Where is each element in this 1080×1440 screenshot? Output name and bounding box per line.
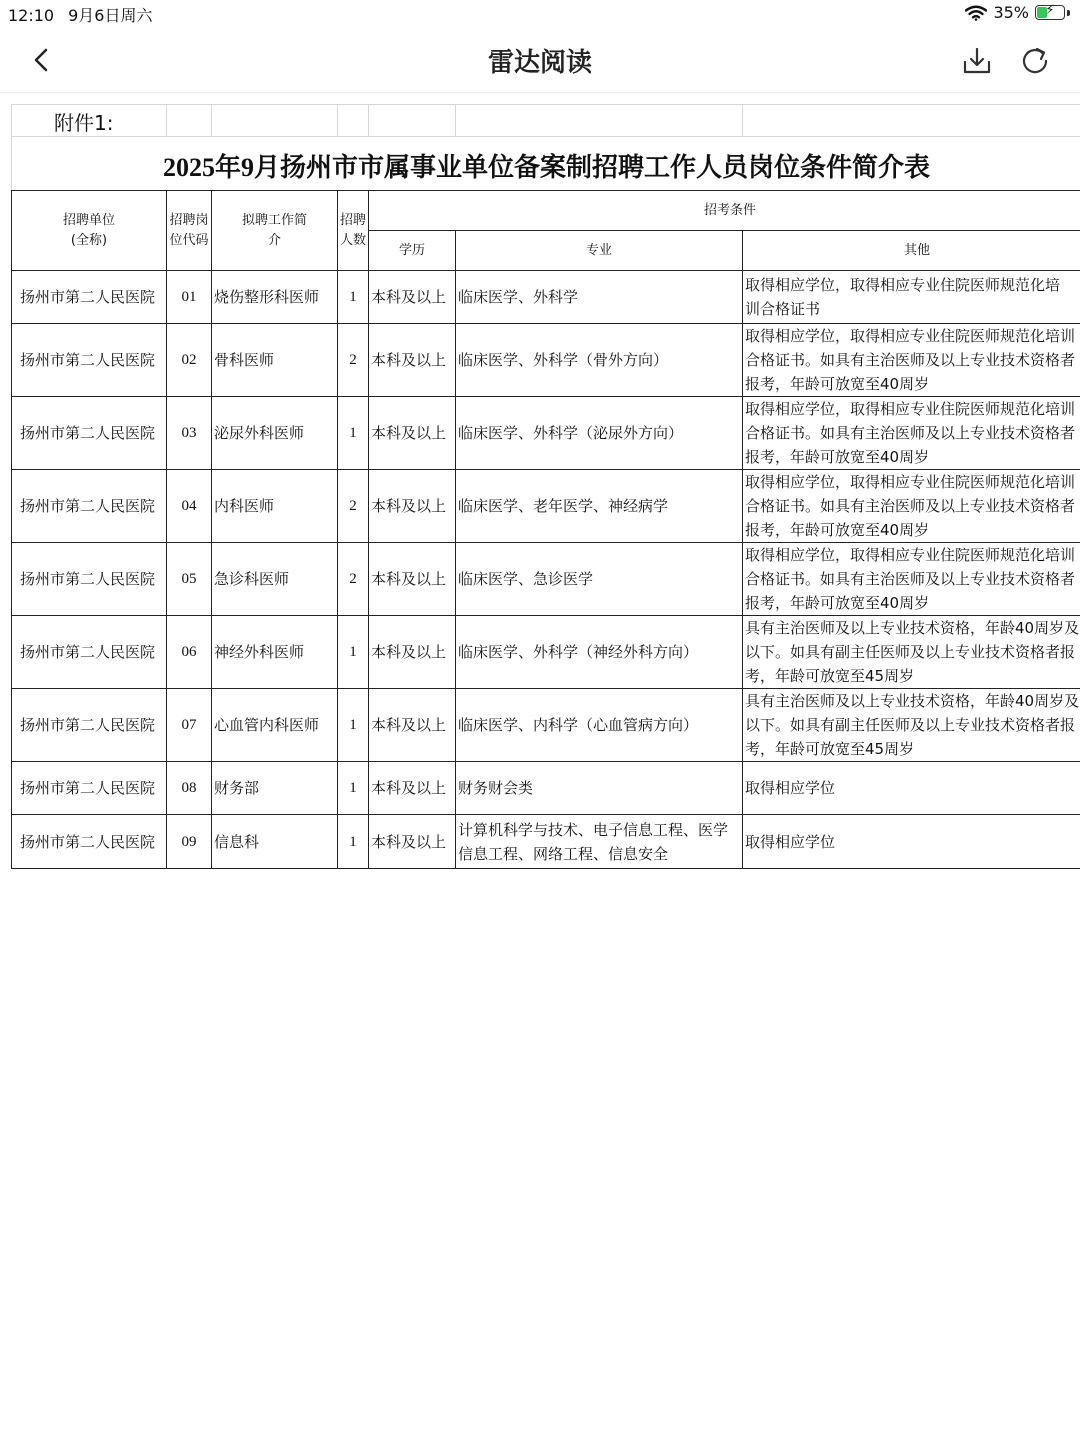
cell-major: 计算机科学与技术、电子信息工程、医学信息工程、网络工程、信息安全 xyxy=(456,815,743,869)
battery-icon: ⚡ xyxy=(1035,5,1065,20)
header-row xyxy=(12,191,1080,231)
cell-major: 财务财会类 xyxy=(456,762,743,815)
cell-job: 信息科 xyxy=(212,815,338,869)
cell-other: 取得相应学位，取得相应专业住院医师规范化培训合格证书。如具有主治医师及以上专业技术资格者报考，年龄可放宽至40周岁 xyxy=(743,543,1080,616)
cell-unit: 扬州市第二人民医院 xyxy=(12,324,167,397)
cell-count: 1 xyxy=(338,815,369,869)
cell-job: 骨科医师 xyxy=(212,324,338,397)
header-unit-line1: 招聘单位 xyxy=(62,212,115,228)
cell-education: 本科及以上 xyxy=(369,616,456,689)
cell-count: 1 xyxy=(338,616,369,689)
navbar xyxy=(0,30,1080,92)
cell-other: 取得相应学位 xyxy=(743,815,1080,869)
cell-code: 05 xyxy=(167,543,212,616)
cell-code: 09 xyxy=(167,815,212,869)
table-row xyxy=(12,689,1080,762)
cell-count: 1 xyxy=(338,397,369,470)
cell-code: 02 xyxy=(167,324,212,397)
cell-code: 01 xyxy=(167,271,212,324)
cell-unit: 扬州市第二人民医院 xyxy=(12,543,167,616)
status-bar xyxy=(0,0,1080,28)
page-title: 雷达阅读 xyxy=(487,48,592,78)
refresh-icon[interactable] xyxy=(1018,44,1052,78)
cell-education: 本科及以上 xyxy=(369,689,456,762)
header-conditions: 招考条件 xyxy=(369,191,1080,231)
cell-other: 具有主治医师及以上专业技术资格，年龄40周岁及以下。如具有副主任医师及以上专业技术资格者报考，年龄可放宽至45周岁 xyxy=(743,689,1080,762)
sheet-cell xyxy=(211,104,337,136)
cell-education: 本科及以上 xyxy=(369,762,456,815)
table-row xyxy=(12,324,1080,397)
sheet-cell xyxy=(11,104,166,136)
cell-other: 取得相应学位，取得相应专业住院医师规范化培训合格证书。如具有主治医师及以上专业技术资格者报考，年龄可放宽至40周岁 xyxy=(743,324,1080,397)
sheet-cell xyxy=(742,104,1080,136)
cell-major: 临床医学、急诊医学 xyxy=(456,543,743,616)
header-major: 专业 xyxy=(456,231,743,271)
cell-unit: 扬州市第二人民医院 xyxy=(12,616,167,689)
cell-count: 1 xyxy=(338,689,369,762)
cell-unit: 扬州市第二人民医院 xyxy=(12,271,167,324)
sheet-cell xyxy=(166,104,211,136)
cell-other: 取得相应学位，取得相应专业住院医师规范化培训合格证书。如具有主治医师及以上专业技术资格者报考，年龄可放宽至40周岁 xyxy=(743,397,1080,470)
header-job: 拟聘工作简介 xyxy=(212,191,338,271)
document-view[interactable] xyxy=(11,104,1080,871)
cell-major: 临床医学、外科学（骨外方向） xyxy=(456,324,743,397)
cell-education: 本科及以上 xyxy=(369,397,456,470)
battery-cap xyxy=(1067,10,1070,16)
cell-major: 临床医学、内科学（心血管病方向） xyxy=(456,689,743,762)
table-row xyxy=(12,470,1080,543)
status-date: 9月6日周六 xyxy=(68,6,153,25)
status-time: 12:10 xyxy=(8,6,55,25)
cell-count: 1 xyxy=(338,762,369,815)
cell-job: 神经外科医师 xyxy=(212,616,338,689)
cell-education: 本科及以上 xyxy=(369,815,456,869)
cell-major: 临床医学、外科学（泌尿外方向） xyxy=(456,397,743,470)
cell-job: 财务部 xyxy=(212,762,338,815)
cell-unit: 扬州市第二人民医院 xyxy=(12,397,167,470)
cell-code: 06 xyxy=(167,616,212,689)
cell-job: 内科医师 xyxy=(212,470,338,543)
cell-education: 本科及以上 xyxy=(369,470,456,543)
cell-other: 取得相应学位，取得相应专业住院医师规范化培训合格证书。如具有主治医师及以上专业技术资格者报考，年龄可放宽至40周岁 xyxy=(743,470,1080,543)
attachment-label: 附件1: xyxy=(54,111,114,135)
table-row xyxy=(12,616,1080,689)
header-count: 招聘人数 xyxy=(338,191,369,271)
header-unit xyxy=(12,191,167,271)
cell-other: 取得相应学位 xyxy=(743,762,1080,815)
table-row xyxy=(12,543,1080,616)
status-right xyxy=(965,3,1070,22)
attachment-row xyxy=(11,104,1080,136)
cell-unit: 扬州市第二人民医院 xyxy=(12,470,167,543)
cell-unit: 扬州市第二人民医院 xyxy=(12,689,167,762)
table-row xyxy=(12,271,1080,324)
recruitment-table xyxy=(11,190,1080,869)
cell-job: 急诊科医师 xyxy=(212,543,338,616)
cell-other: 具有主治医师及以上专业技术资格，年龄40周岁及以下。如具有副主任医师及以上专业技术资格者报考，年龄可放宽至45周岁 xyxy=(743,616,1080,689)
battery-percent: 35% xyxy=(993,3,1029,22)
cell-code: 03 xyxy=(167,397,212,470)
cell-code: 07 xyxy=(167,689,212,762)
header-unit-line2: (全称) xyxy=(70,232,108,248)
cell-code: 04 xyxy=(167,470,212,543)
cell-major: 临床医学、外科学（神经外科方向） xyxy=(456,616,743,689)
cell-count: 2 xyxy=(338,543,369,616)
cell-major: 临床医学、老年医学、神经病学 xyxy=(456,470,743,543)
cell-count: 2 xyxy=(338,324,369,397)
header-other: 其他 xyxy=(743,231,1080,271)
sheet-cell xyxy=(455,104,742,136)
cell-count: 2 xyxy=(338,470,369,543)
cell-code: 08 xyxy=(167,762,212,815)
table-row xyxy=(12,815,1080,869)
navbar-divider xyxy=(0,92,1080,93)
cell-count: 1 xyxy=(338,271,369,324)
cell-unit: 扬州市第二人民医院 xyxy=(12,762,167,815)
header-code: 招聘岗位代码 xyxy=(167,191,212,271)
cell-job: 心血管内科医师 xyxy=(212,689,338,762)
cell-unit: 扬州市第二人民医院 xyxy=(12,815,167,869)
cell-job: 烧伤整形科医师 xyxy=(212,271,338,324)
cell-job: 泌尿外科医师 xyxy=(212,397,338,470)
header-education: 学历 xyxy=(369,231,456,271)
cell-other: 取得相应学位，取得相应专业住院医师规范化培训合格证书 xyxy=(743,271,1080,324)
document-title: 2025年9月扬州市市属事业单位备案制招聘工作人员岗位条件简介表 xyxy=(162,153,930,182)
sheet-cell xyxy=(368,104,455,136)
title-row xyxy=(11,136,1080,190)
cell-education: 本科及以上 xyxy=(369,324,456,397)
sheet-cell xyxy=(337,104,368,136)
cell-major: 临床医学、外科学 xyxy=(456,271,743,324)
cell-education: 本科及以上 xyxy=(369,271,456,324)
wifi-icon xyxy=(965,5,987,21)
table-row xyxy=(12,397,1080,470)
status-left xyxy=(8,3,166,26)
cell-education: 本科及以上 xyxy=(369,543,456,616)
table-row xyxy=(12,762,1080,815)
download-icon[interactable] xyxy=(960,44,994,78)
